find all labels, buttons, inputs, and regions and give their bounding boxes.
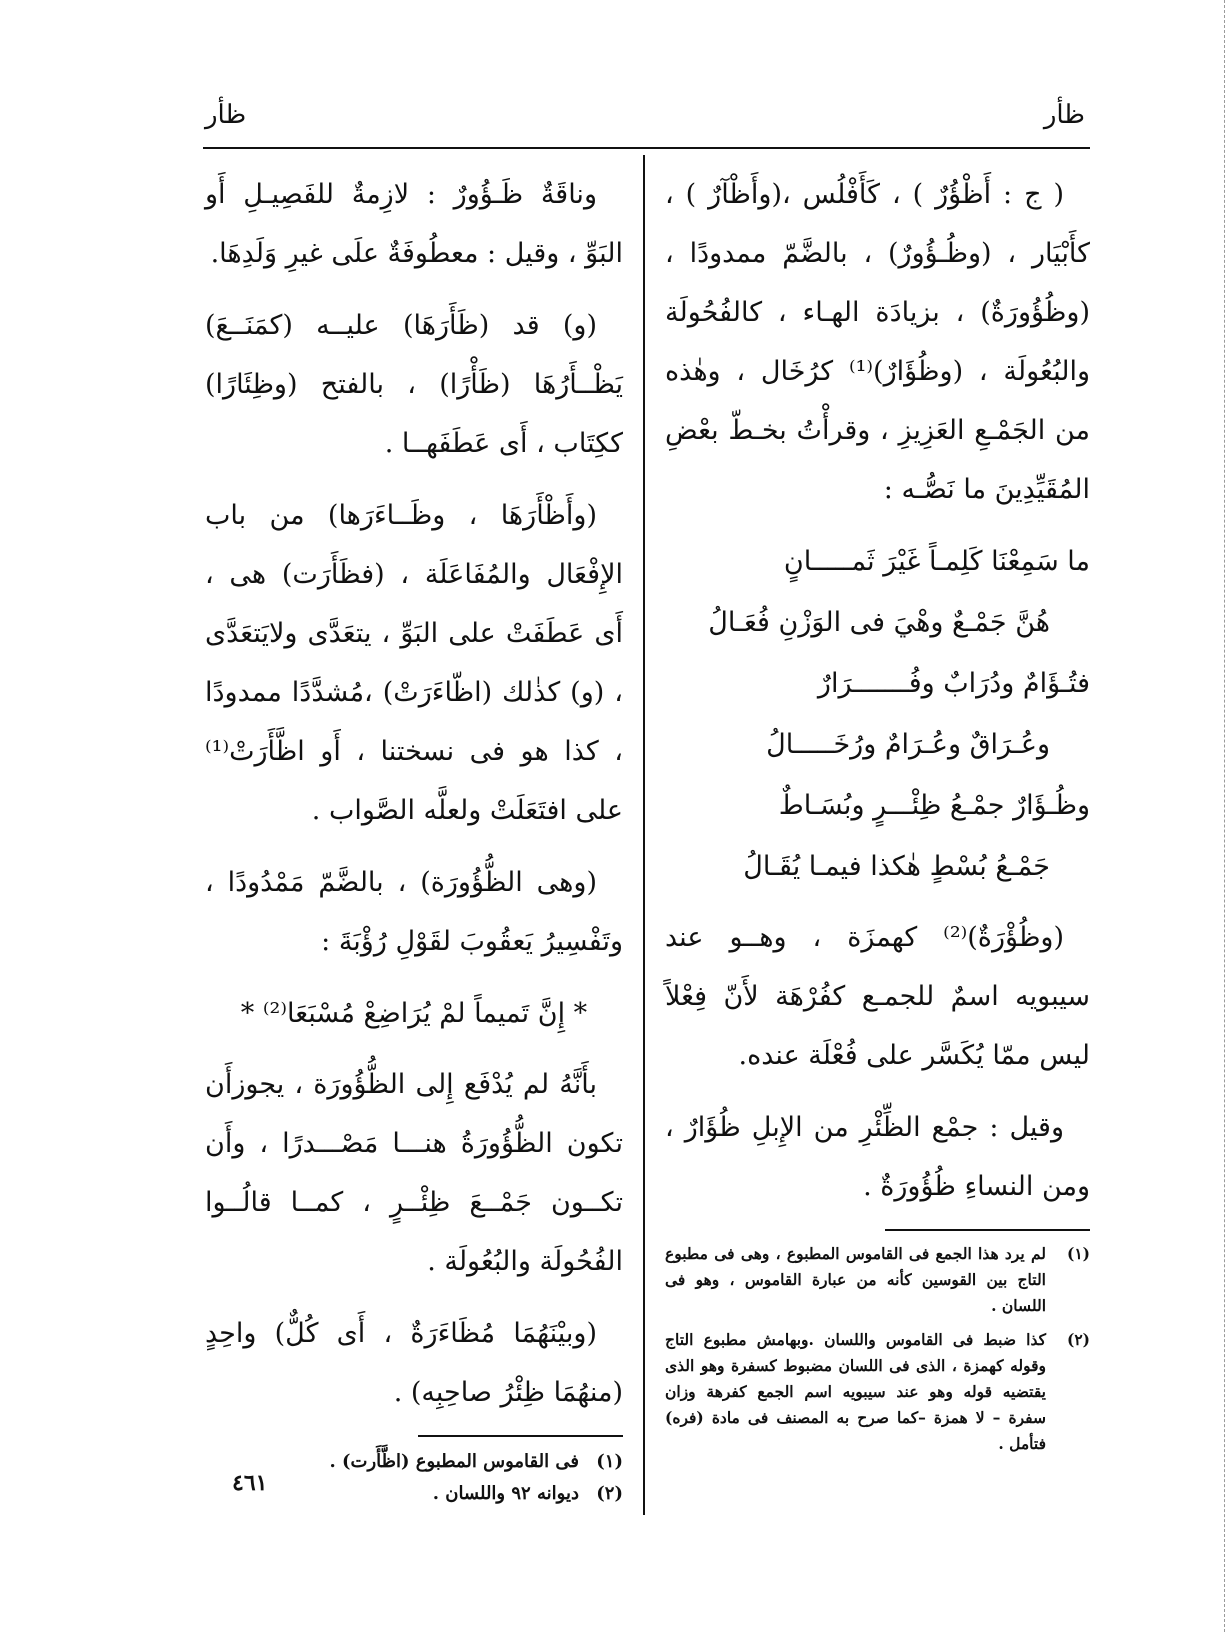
footnote-number: (١)	[1066, 1244, 1090, 1263]
footnotes-right	[665, 1229, 1090, 1457]
page-header	[205, 100, 1085, 140]
footnote	[665, 1241, 1090, 1319]
footnote-rule	[418, 1435, 623, 1437]
footnote-number: (٢)	[596, 1483, 623, 1504]
running-headword-left: ظأر	[205, 100, 247, 130]
verse-quote: * إِنَّ تَميماً لمْ يُرَاضِعْ مُسْبَعَا⁽²⁾ *	[240, 998, 588, 1029]
paragraph: وناقَةٌ ظَـؤُورٌ : لازِمةٌ للفَصِيـلِ أَو البَوِّ ، وقيل : معطُوفَةٌ علَى غيرِ وَلَدِهَا.	[205, 179, 623, 269]
poem-line: جَمْـعُ بُسْطٍ هٰكذا فيمـا يُقَـالُ	[743, 851, 1050, 882]
paragraph: (وأَظْأَرَهَا ، وظَــاءَرَها) من باب الإِفْعَال والمُفَاعَلَة ، (فظَأَرَت) هى ، أَى عَطَفَتْ على البَوِّ ، يتعَدَّى ولايَتعَدَّى ، (و) كذٰلك (اظّاءَرَتْ) ،مُشدَّدًا ممدودًا ، كذا هو فى نسختنا ، أَو اظَّأَرَتْ⁽¹⁾ على افتَعَلَتْ ولعلَّه الصَّواب .	[205, 500, 623, 826]
footnote-text: ديوانه ٩٢ واللسان .	[432, 1483, 579, 1504]
footnote-text: لم يرد هذا الجمع فى القاموس المطبوع ، وهى فى مطبوع التاج بين القوسين كأنه من عبارة القاموس ، وهو فى اللسان .	[665, 1244, 1046, 1315]
footnote	[205, 1447, 623, 1477]
footnote-rule	[885, 1229, 1090, 1231]
paragraph: (وظُؤْرَةٌ)⁽²⁾ كهمزَة ، وهــو عند سيبويه اسمٌ للجمـع كفُرْهَة لأَنّ فِعْلاً ليس ممّا يُكَسَّر على فُعْلَة عنده.	[665, 922, 1090, 1071]
scan-edge-line	[1224, 0, 1225, 1632]
paragraph: بأَنَّهُ لم يُدْفَع إِلى الظُّؤُورَة ، يجوزأَن تكون الظُّؤُورَةُ هنـــا مَصْـــدرًا ، وأَن تكــون جَمْــعَ ظِئْــرٍ ، كمــا قالُــوا الفُحُولَة والبُعُولَة .	[205, 1069, 623, 1277]
column-divider	[643, 155, 645, 1515]
paragraph: (وهى الظُّؤُورَة) ، بالضَّمّ مَمْدُودًا ، وتَفْسِيرُ يَعقُوبَ لقَوْلِ رُؤْبَةَ :	[205, 867, 623, 957]
left-column	[205, 165, 623, 1511]
paragraph: (وبيْنَهُمَا مُظَاءَرَةٌ ، أَى كُلٌّ) واحِدٍ (منهُمَا ظِئْرُ صاحِبِه) .	[205, 1318, 623, 1408]
paragraph: وقيل : جمْع الظِّئْرِ من الإِبلِ ظُؤَارٌ ، ومن النساءِ ظُؤُورَةٌ .	[665, 1112, 1090, 1202]
footnote-number: (٢)	[1066, 1330, 1090, 1349]
footnote-text: فى القاموس المطبوع (اظَّأَرت) .	[329, 1451, 579, 1472]
poem-line: وعُـرَاقٌ وعُـرَامٌ ورُخَـــــالُ	[766, 729, 1050, 760]
right-column	[665, 165, 1090, 1465]
poem-line: هُنَّ جَمْـعٌ وهْيَ فى الوَزْنِ فُعَـالُ	[708, 607, 1050, 638]
page-number: ٤٦١	[232, 1470, 268, 1496]
header-rule	[203, 147, 1090, 149]
paragraph: (و) قد (ظَأَرَهَا) عليــه (كمَنَــعَ) يَظْــأَرُهَا (ظَأْرًا) ، بالفتح (وظِئَارًا) ككِتَاب ، أَى عَطَفَهــا .	[205, 310, 623, 459]
poem-line: ما سَمِعْنَا كَلِمـاً غَيْرَ ثَمـــــانٍ	[783, 546, 1090, 577]
footnotes-left	[205, 1435, 623, 1509]
footnote-number: (١)	[596, 1451, 623, 1472]
footnote	[205, 1479, 623, 1509]
footnote	[665, 1327, 1090, 1457]
paragraph: ( ج : أَظْؤُرٌ ) ، كَأَفْلُس ،(وأَظْآرٌ ) ، كأَبْيَار ، (وظُـؤُورٌ) ، بالضَّمّ ممدودًا ، (وظُؤُورَةٌ) ، بزيادَة الهـاء ، كالفُحُولَة والبُعُولَة ، (وظُؤَارٌ)⁽¹⁾ كرُخَال ، وهٰذه من الجَمْـعِ العَزِيزِ ، وقرأْتُ بخـطّ بعْضِ المُقَيِّدِينَ ما نَصُّـه :	[665, 179, 1090, 505]
footnote-text: كذا ضبط فى القاموس واللسان .وبهامش مطبوع التاج وقوله كهمزة ، الذى فى اللسان مضبوط كسفرة وهو الذى يقتضيه قوله وهو عند سيبويه اسم الجمع كفرهة وزان سفرة – لا همزة –كما صرح به المصنف فى مادة (فره) فتأمل .	[665, 1330, 1046, 1453]
running-headword-right: ظأر	[1043, 100, 1085, 130]
poem	[665, 532, 1090, 896]
poem-line: فتُـؤَامٌ ودُرَابٌ وفُـــــــرَارٌ	[817, 668, 1090, 699]
poem-line: وظُـؤَارٌ جمْـعُ ظِئْـــرٍ وبُسَـاطٌ	[778, 790, 1090, 821]
